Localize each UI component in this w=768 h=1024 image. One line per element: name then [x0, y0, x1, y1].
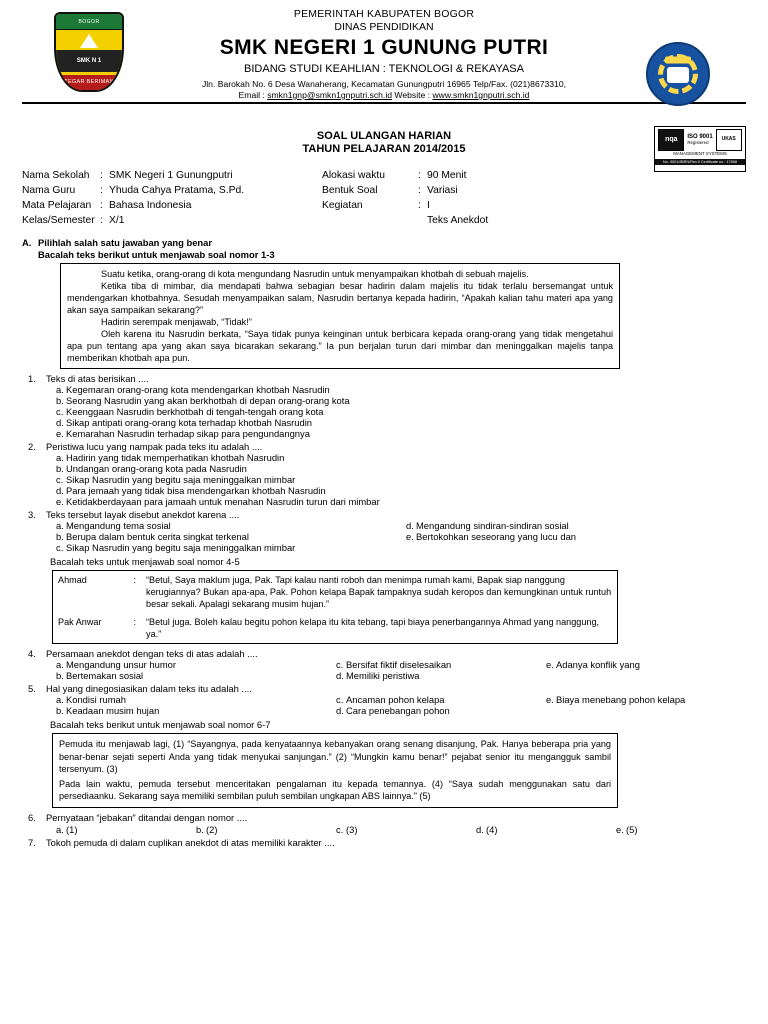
question-item	[22, 683, 746, 716]
question-number: 6.	[28, 811, 36, 823]
section-a	[22, 237, 746, 848]
option-text: Bersifat fiktif diselesaikan	[346, 659, 452, 671]
option-item[interactable]	[46, 520, 396, 531]
option-letter: a.	[56, 384, 64, 396]
passage-paragraph: Suatu ketika, orang-orang di kota mengundang Nasrudin untuk menyampaikan khotbah di sebuah majelis.	[101, 268, 529, 279]
question-number: 3.	[28, 509, 36, 521]
question-item	[22, 648, 746, 681]
identity-row	[322, 199, 746, 213]
option-item[interactable]	[46, 531, 396, 542]
option-text: Memiliki peristiwa	[346, 670, 420, 682]
identity-separator: :	[100, 199, 103, 211]
question-item	[22, 373, 746, 439]
website-value[interactable]: www.smkn1gnputri.sch.id	[432, 90, 530, 100]
email-label: Email :	[238, 90, 268, 100]
option-text: Biaya menebang pohon kelapa	[556, 694, 686, 706]
option-text: (2)	[206, 823, 218, 835]
speaker-separator: :	[133, 617, 137, 628]
identity-row	[22, 214, 322, 228]
tut-wuri-handayani-logo-icon	[646, 42, 712, 108]
option-letter: d.	[56, 417, 64, 429]
option-item[interactable]	[186, 824, 326, 835]
identity-row	[322, 184, 746, 198]
option-row	[46, 824, 746, 835]
question-text: Hal yang dinegosiasikan dalam teks itu adalah ....	[46, 683, 252, 695]
option-text: Mengandung sindiran-sindiran sosial	[416, 520, 569, 532]
identity-separator: :	[418, 170, 421, 181]
identity-value: Variasi	[427, 184, 458, 196]
option-letter: c.	[56, 474, 64, 486]
option-letter: c.	[336, 694, 344, 706]
exam-identity-block	[22, 169, 746, 229]
identity-value: 90 Menit	[427, 170, 467, 181]
option-text: Sikap Nasrudin yang begitu saja meninggalkan mimbar	[66, 542, 296, 554]
option-item[interactable]	[46, 659, 326, 670]
option-text: Undangan orang-orang kota pada Nasrudin	[66, 463, 247, 475]
option-letter: a.	[56, 520, 64, 532]
option-item[interactable]	[46, 428, 746, 439]
instruction-3: Bacalah teks berikut untuk menjawab soal nomor 6-7	[50, 719, 271, 731]
option-text: (3)	[346, 823, 358, 835]
letterhead	[22, 8, 746, 120]
option-letter: d.	[336, 705, 344, 717]
question-item	[22, 509, 746, 553]
option-text: Sikap antipati orang-orang kota terhadap khotbah Nasrudin	[66, 417, 312, 429]
option-item[interactable]	[46, 406, 746, 417]
identity-label: Kelas/Semester	[22, 214, 95, 226]
option-row	[46, 520, 746, 531]
identity-separator: :	[418, 199, 421, 211]
option-text: Mengandung unsur humor	[66, 659, 176, 671]
section-a-letter: A.	[22, 236, 32, 248]
option-row	[46, 531, 746, 542]
option-row	[46, 694, 746, 705]
option-item[interactable]	[46, 474, 746, 485]
option-row	[46, 670, 746, 681]
option-text: Ketidakberdayaan para jamaah untuk menahan Nasrudin turun dari mimbar	[66, 496, 380, 508]
question-number: 4.	[28, 648, 36, 660]
question-list-2	[22, 648, 746, 716]
option-letter: d.	[56, 485, 64, 497]
speaker-utterance: “Betul, Saya maklum juga, Pak. Tapi kalau nanti roboh dan menimpa rumah kami, Bapak siap nanggung kerugiannya? Bukan apa-apa, Pak. Pohon kelapa Bapak tampaknya sudah keropos dan kemungkinan untuk runtuh besar sekali. Apalagi sekarang musim hujan.”	[146, 575, 612, 610]
identity-value: I	[427, 199, 430, 211]
question-list-1	[22, 373, 746, 553]
option-item[interactable]	[536, 694, 746, 705]
option-text: Para jemaah yang tidak bisa mendengarkan khotbah Nasrudin	[66, 485, 326, 497]
option-letter: b.	[56, 463, 64, 475]
option-letter: a.	[56, 694, 64, 706]
address-line: Jln. Barokah No. 6 Desa Wanaherang, Kecamatan Gunungputri 16965 Telp/Fax. (021)8673310,	[201, 79, 567, 89]
identity-label: Bentuk Soal	[322, 184, 378, 196]
option-letter: e.	[56, 428, 64, 440]
option-letter: d.	[336, 670, 344, 682]
identity-value: Teks Anekdot	[427, 214, 489, 226]
question-number: 7.	[28, 836, 36, 848]
speaker-name: Pak Anwar	[58, 617, 102, 628]
website-label: Website :	[392, 90, 433, 100]
option-text: Kondisi rumah	[66, 694, 126, 706]
identity-label	[322, 214, 418, 228]
reading-passage-1	[60, 263, 620, 370]
speaker-name: Ahmad	[58, 575, 87, 586]
department-line: DINAS PENDIDIKAN	[334, 21, 434, 33]
section-a-title: Pilihlah salah satu jawaban yang benar	[38, 236, 213, 248]
dialogue-table	[52, 570, 618, 644]
option-item[interactable]	[46, 485, 746, 496]
identity-row	[322, 214, 746, 228]
document-title-block	[22, 130, 746, 164]
option-item[interactable]	[46, 463, 746, 474]
option-text: (5)	[626, 823, 638, 835]
logo-left-top-label: BOGOR	[56, 14, 122, 30]
exam-title-line1: SOAL ULANGAN HARIAN	[316, 130, 452, 142]
option-item[interactable]	[326, 659, 536, 670]
table-row	[53, 613, 618, 644]
option-row	[46, 659, 746, 670]
option-letter: b.	[56, 395, 64, 407]
identity-value: SMK Negeri 1 Gunungputri	[109, 170, 233, 181]
question-item	[22, 441, 746, 507]
option-item[interactable]	[466, 824, 606, 835]
identity-separator: :	[418, 184, 421, 196]
option-text: Bertokohkan seseorang yang lucu dan	[416, 531, 577, 543]
option-item[interactable]	[46, 395, 746, 406]
option-letter: b.	[196, 823, 204, 835]
question-item	[22, 837, 746, 848]
option-item[interactable]	[536, 659, 746, 670]
identity-value: Bahasa Indonesia	[109, 199, 192, 211]
option-letter: a.	[56, 452, 64, 464]
study-field-line: BIDANG STUDI KEAHLIAN : TEKNOLOGI & REKAYASA	[244, 63, 524, 75]
option-item[interactable]	[46, 694, 326, 705]
passage-paragraph: Ketika tiba di mimbar, dia mendapati bahwa sebagian besar hadirin dalam majelis itu tidak terlalu bersemangat untuk mendengarkan khotbahnya. Sesudah menyampaikan salam, Nasrudin bertanya kepada hadirin, “Apakah kalian tahu materi apa yang akan saya sampaikan sekarang?”	[67, 280, 613, 315]
option-item[interactable]	[46, 824, 186, 835]
option-text: Sikap Nasrudin yang begitu saja meninggalkan mimbar	[66, 474, 296, 486]
option-item[interactable]	[46, 496, 746, 507]
exam-title-line2: TAHUN PELAJARAN 2014/2015	[302, 143, 466, 155]
passage-paragraph: Pada lain waktu, pemuda tersebut menceritakan pengalaman itu kepada temannya. (4) “Saya sudah menggunakan satu dari persediaanku. Sekarang saya memiliki sembilan puluh sembilan ungkapan ABS lainnya.” (5)	[59, 779, 611, 802]
question-number: 5.	[28, 683, 36, 695]
option-item[interactable]	[46, 452, 746, 463]
ukas-label: UKAS	[721, 136, 736, 143]
option-text: Keadaan musim hujan	[66, 705, 160, 717]
question-text: Teks di atas berisikan ....	[46, 373, 149, 385]
question-text: Teks tersebut layak disebut anekdot karena ....	[46, 509, 240, 521]
identity-separator: :	[100, 214, 103, 226]
question-item	[22, 812, 746, 835]
identity-separator	[418, 214, 427, 228]
identity-separator: :	[100, 184, 103, 196]
email-value[interactable]: smkn1gnp@smkn1gnputri.sch.id	[267, 90, 393, 100]
option-item[interactable]	[606, 824, 746, 835]
option-text: Adanya konflik yang	[556, 659, 640, 671]
option-text: Kegemaran orang-orang kota mendengarkan khotbah Nasrudin	[66, 384, 330, 396]
iso-registered: Registered	[687, 140, 709, 146]
ukas-mark-icon	[716, 129, 742, 151]
iso-certification-badge	[654, 126, 746, 172]
instruction-2: Bacalah teks untuk menjawab soal nomor 4-5	[50, 556, 240, 568]
question-number: 1.	[28, 373, 36, 385]
instruction-1: Bacalah teks berikut untuk menjawab soal nomor 1-3	[38, 248, 275, 260]
option-text: Berupa dalam bentuk cerita singkat terkenal	[66, 531, 249, 543]
passage-paragraph: Hadirin serempak menjawab, “Tidak!”	[101, 316, 252, 327]
option-text: Bertemakan sosial	[66, 670, 144, 682]
option-item[interactable]	[46, 417, 746, 428]
nqa-mark-icon: nqa	[658, 129, 684, 151]
option-letter: e.	[56, 496, 64, 508]
option-letter: c.	[336, 659, 344, 671]
option-letter: c.	[56, 406, 64, 418]
iso-standard: ISO 9001	[687, 133, 713, 140]
reading-passage-2	[52, 733, 618, 807]
option-text: Mengandung tema sosial	[66, 520, 171, 532]
identity-label: Nama Sekolah	[22, 170, 90, 181]
option-item[interactable]	[326, 705, 536, 716]
identity-right-column	[322, 169, 746, 229]
option-text: (1)	[66, 823, 78, 835]
option-letter: c.	[336, 823, 344, 835]
option-letter: a.	[56, 823, 64, 835]
speaker-utterance: “Betul juga. Boleh kalau begitu pohon kelapa itu kita tebang, tapi biaya penerbangannya Ahmad yang nanggung, ya.”	[146, 617, 600, 640]
passage-paragraph: Oleh karena itu Nasrudin berkata, “Saya tidak punya keinginan untuk berbicara kepada orang-orang yang tidak mengetahui apa pun tentang apa yang akan saya bicarakan sekarang.” Ia pun berjalan turun dari mimbar dan meninggalkan majelis tanpa memberikan khotbah apa pun.	[67, 329, 613, 364]
option-text: Hadirin yang tidak memperhatikan khotbah Nasrudin	[66, 452, 285, 464]
option-text: Seorang Nasrudin yang akan berkhotbah di depan orang-orang kota	[66, 395, 350, 407]
identity-left-column	[22, 169, 322, 229]
option-text: Keenggaan Nasrudin berkhotbah di tengah-tengah orang kota	[66, 406, 324, 418]
question-text: Peristiwa lucu yang nampak pada teks itu adalah ....	[46, 441, 263, 453]
identity-label: Kegiatan	[322, 199, 363, 211]
option-letter: e.	[546, 659, 554, 671]
speaker-separator: :	[133, 575, 137, 586]
option-item[interactable]	[46, 670, 326, 681]
option-letter: c.	[56, 542, 64, 554]
identity-label: Mata Pelajaran	[22, 199, 92, 211]
passage-paragraph: Pemuda itu menjawab lagi, (1) “Sayangnya, pada kenyataannya kebanyakan orang senang disanjung, Pak. Hanya beberapa pria yang benar-benar sejati seperti Anda yang tidak menyukai sanjungan.” (2) “Mungkin kamu benar!” pejabat senior itu mengangguk sambil tersenyum. (3)	[59, 739, 611, 774]
identity-label: Nama Guru	[22, 184, 76, 196]
option-letter: b.	[56, 531, 64, 543]
iso-certificate-number: No. 9001/85RN/Rev.0 Certificate no : 17868	[655, 159, 745, 165]
logo-left-mid-label: SMK N 1	[56, 50, 122, 72]
option-item[interactable]	[46, 384, 746, 395]
option-letter: e.	[616, 823, 624, 835]
identity-row	[22, 184, 322, 198]
logo-left-bottom-label: TEGAR BERIMAN	[56, 75, 122, 90]
question-text: Tokoh pemuda di dalam cuplikan anekdot di atas memiliki karakter ....	[46, 836, 335, 848]
table-row	[53, 571, 618, 614]
option-text: (4)	[486, 823, 498, 835]
question-text: Persamaan anekdot dengan teks di atas adalah ....	[46, 648, 258, 660]
option-item[interactable]	[396, 531, 746, 542]
kabupaten-bogor-logo-icon	[54, 12, 126, 94]
option-item[interactable]	[326, 670, 536, 681]
option-letter: b.	[56, 670, 64, 682]
option-item[interactable]	[396, 520, 746, 531]
header-divider	[22, 102, 746, 104]
identity-row	[22, 169, 322, 183]
identity-value: X/1	[109, 214, 125, 226]
question-number: 2.	[28, 441, 36, 453]
option-letter: b.	[56, 705, 64, 717]
question-text: Pernyataan “jebakan” ditandai dengan nomor ....	[46, 811, 248, 823]
option-text: Ancaman pohon kelapa	[346, 694, 445, 706]
identity-separator: :	[100, 170, 103, 181]
option-letter: e.	[406, 531, 414, 543]
option-letter: e.	[546, 694, 554, 706]
school-name: SMK NEGERI 1 GUNUNG PUTRI	[219, 36, 549, 59]
question-list-3	[22, 812, 746, 848]
option-item[interactable]	[46, 542, 396, 553]
identity-label: Alokasi waktu	[322, 170, 385, 181]
government-line: PEMERINTAH KABUPATEN BOGOR	[293, 8, 475, 20]
option-item[interactable]	[46, 705, 326, 716]
option-letter: a.	[56, 659, 64, 671]
option-row	[46, 542, 746, 553]
option-item[interactable]	[326, 694, 536, 705]
identity-row	[22, 199, 322, 213]
ukas-sub-label: MANAGEMENT SYSTEMS	[673, 151, 727, 156]
option-letter: d.	[406, 520, 414, 532]
identity-value: Yhuda Cahya Pratama, S.Pd.	[109, 184, 245, 196]
option-item[interactable]	[326, 824, 466, 835]
option-text: Kemarahan Nasrudin terhadap sikap para pengundangnya	[66, 428, 310, 440]
option-letter: d.	[476, 823, 484, 835]
option-row	[46, 705, 746, 716]
option-text: Cara penebangan pohon	[346, 705, 450, 717]
